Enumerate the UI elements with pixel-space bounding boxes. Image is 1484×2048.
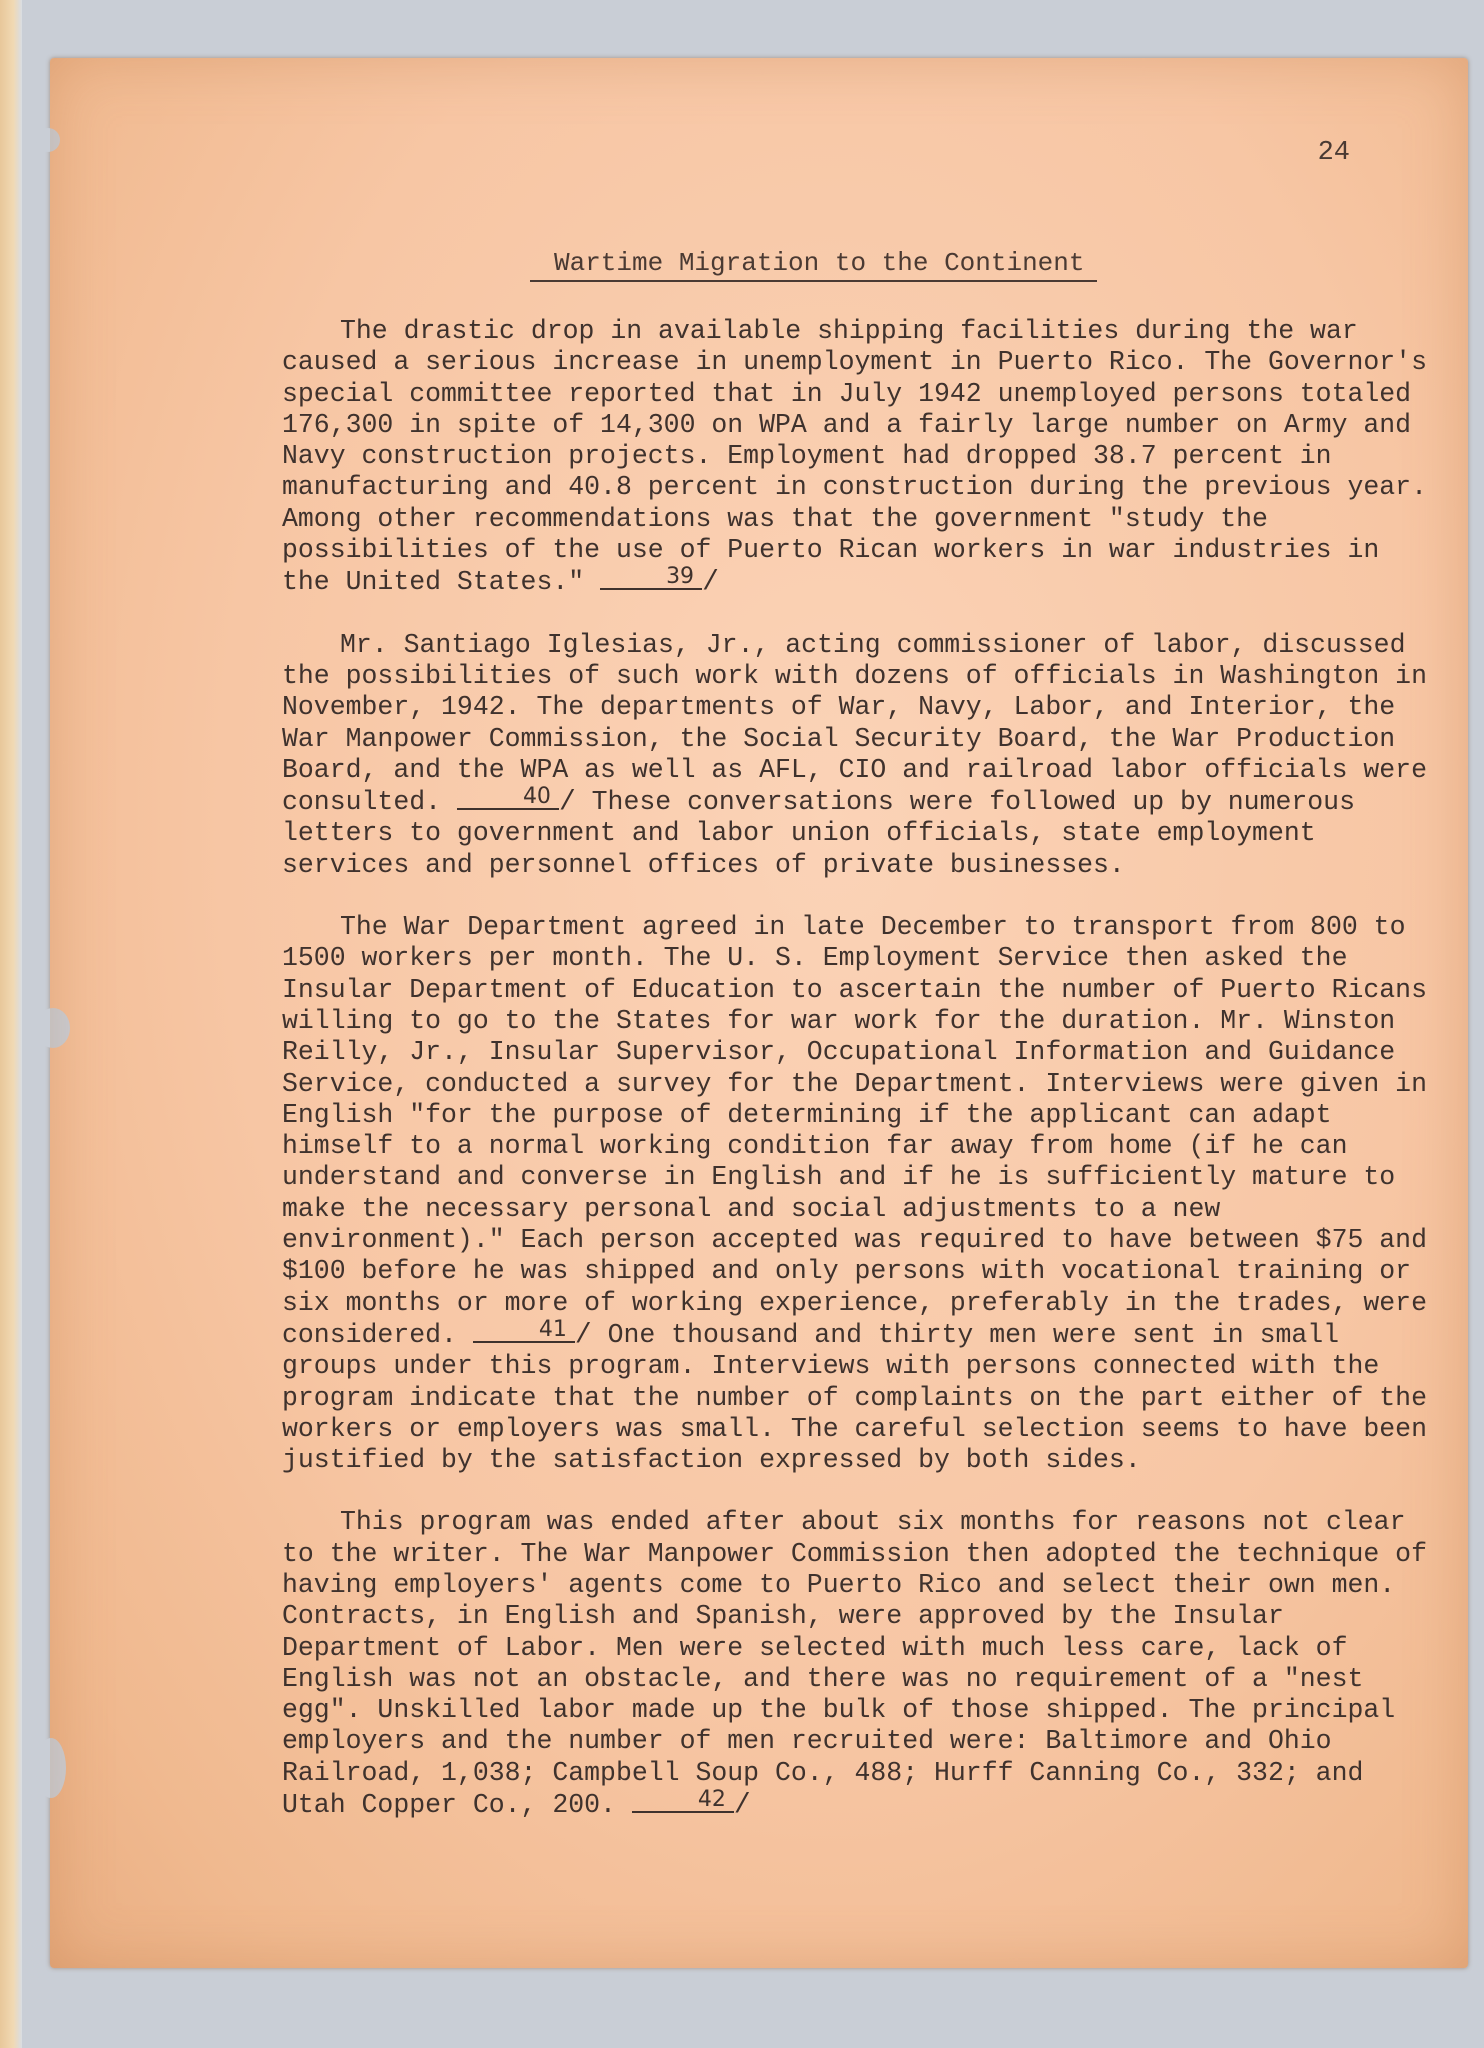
paragraph-text-continued: One thousand and thirty men were sent in small groups under this program. Interviews with persons connected with the program indicate that the number of complaints on the part either of the workers or employers was small. The careful selection seems to have been justified by the satisfaction expressed by both sides. — [282, 1319, 1427, 1476]
footnote-slash: / — [702, 567, 719, 599]
section-title: Wartime Migration to the Continent — [530, 248, 1097, 282]
paragraph — [282, 912, 1442, 1476]
paragraph — [282, 1507, 1442, 1821]
paragraph-text: Mr. Santiago Iglesias, Jr., acting commissioner of labor, discussed the possibilities of such work with dozens of officials in Washington in November, 1942. The departments of War, Navy, Labor, and Interior, the War Manpower Commission, the Social Security Board, the War Production Board, and the WPA as well as AFL, CIO and railroad labor officials were consulted. — [282, 629, 1427, 818]
binder-hole-top — [36, 128, 60, 152]
paragraph — [282, 316, 1442, 599]
binder-hole-middle — [36, 1008, 70, 1048]
footnote-reference: 41 — [473, 1319, 575, 1343]
paragraph-text-continued: These conversations were followed up by numerous letters to government and labor union officials, state employment services and personnel offices of private businesses. — [282, 787, 1355, 880]
footnote-reference: 42 — [632, 1789, 734, 1813]
body-text — [282, 316, 1442, 1852]
binder-hole-bottom — [36, 1738, 66, 1798]
footnote-slash: / — [574, 1319, 592, 1351]
paragraph-text: The drastic drop in available shipping facilities during the war caused a serious increase in unemployment in Puerto Rico. The Governor's special committee reported that in July 1942 unemployed persons totaled 176,300 in spite of 14,300 on WPA and a fairly large number on Army and Navy construction projects. Employment had dropped 38.7 percent in manufacturing and 40.8 percent in construction during the previous year. Among other recommendations was that the government "study the possibilities of the use of Puerto Rican workers in war industries in the United States." — [282, 316, 1427, 598]
paragraph — [282, 630, 1442, 881]
document-page — [50, 58, 1468, 1968]
paragraph-text: This program was ended after about six months for reasons not clear to the writer. The War Manpower Commission then adopted the technique of having employers' agents come to Puerto Rico and select their own men. Contracts, in English and Spanish, were approved by the Insular Department of Labor. Men were selected with much less care, lack of English was not an obstacle, and there was no requirement of a "nest egg". Unskilled labor made up the bulk of those shipped. The principal employers and the number of men recruited were: Baltimore and Ohio Railroad, 1,038; Campbell Soup Co., 488; Hurff Canning Co., 332; and Utah Copper Co., 200. — [282, 1507, 1427, 1821]
page-number: 24 — [1317, 138, 1350, 168]
footnote-reference: 39 — [600, 566, 702, 590]
footnote-slash: / — [558, 787, 576, 819]
paragraph-text: The War Department agreed in late December to transport from 800 to 1500 workers per month. The U. S. Employment Service then asked the Insular Department of Education to ascertain the number of Puerto Ricans willing to go to the States for war work for the duration. Mr. Winston Reilly, Jr., Insular Supervisor, Occupational Information and Guidance Service, conducted a survey for the Department. Interviews were given in English "for the purpose of determining if the applicant can adapt himself to a normal working condition far away from home (if he can understand and converse in English and if he is sufficiently mature to make the necessary personal and social adjustments to a new environment)." Each person accepted was required to have between $75 and $100 before he was shipped and only persons with vocational training or six months or more of working experience, preferably in the trades, were considered. — [282, 912, 1427, 1350]
footnote-reference: 40 — [457, 786, 559, 810]
footnote-slash: / — [733, 1790, 751, 1822]
page-edge-strip — [0, 0, 22, 2048]
